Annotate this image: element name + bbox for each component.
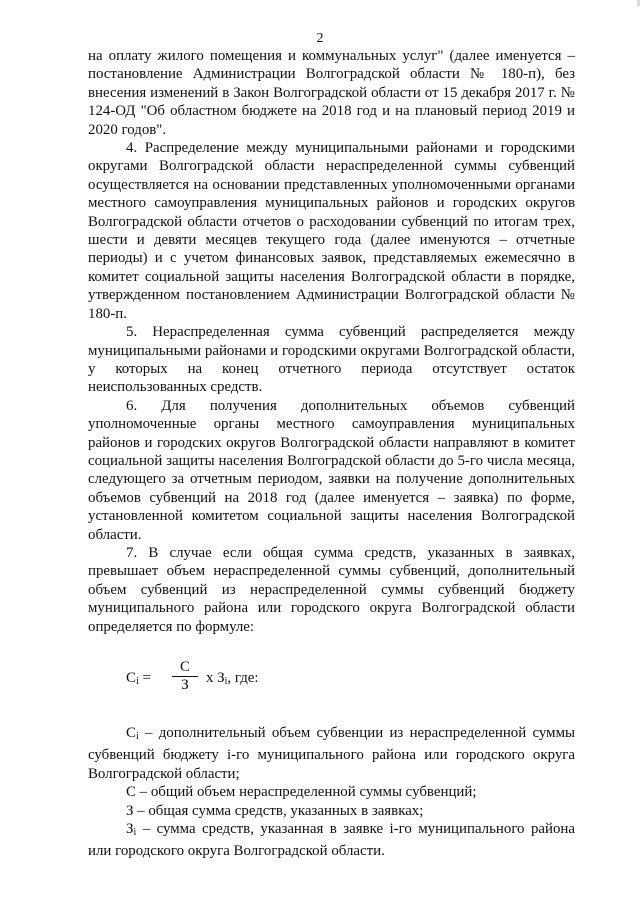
definition-text: – дополнительный объем субвенции из нераспределенной суммы субвенций бюджету i-го муниципального района или городского округа Волгоградской области; (88, 725, 575, 782)
page-number: 2 (316, 31, 324, 46)
definition-symbol: С (126, 784, 136, 801)
definition-symbol: З (126, 821, 134, 838)
paragraph-7: 7. В случае если общая сумма средств, указанных в заявках, превышает объем нераспределенной суммы субвенций, дополнительный объем субвенций из нераспределенной суммы субвенций бюджету муниципального района или городского округа Волгоградской области определяется по формуле: (88, 544, 575, 635)
definition-subscript: i (135, 731, 139, 742)
formula-times-subscript: i (224, 676, 228, 687)
formula-times: x З (206, 670, 225, 686)
definition-zi (88, 820, 575, 861)
definition-symbol: С (126, 725, 136, 741)
definition-ci (88, 724, 575, 783)
formula-lhs (126, 669, 151, 691)
formula-fraction (172, 659, 198, 693)
formula-lhs-subscript: i (135, 676, 139, 687)
formula-equals: = (138, 670, 151, 686)
paragraph-5: 5. Нераспределенная сумма субвенций распределяется между муниципальными районами и городскими округами Волгоградской области, у которых на конец отчетного периода отсутствует остаток неиспользованных средств. (88, 324, 575, 396)
formula-denominator: З (181, 677, 189, 693)
formula-rhs (206, 669, 259, 691)
formula-numerator: C (180, 659, 190, 675)
definition-text: – общий объем нераспределенной суммы субвенций; (135, 784, 477, 801)
definition-subscript: i (133, 827, 137, 839)
formula (126, 659, 575, 697)
definition-symbol: З (126, 802, 134, 819)
document-body (88, 47, 575, 861)
definition-text: – общая сумма средств, указанных в заявках; (133, 802, 424, 819)
definition-c (88, 783, 575, 801)
formula-suffix: , где: (227, 670, 259, 686)
formula-lhs-symbol: C (126, 670, 136, 686)
paragraph-4: 4. Распределение между муниципальными районами и городскими округами Волгоградской области нераспределенной суммы субвенций осуществляется на основании представленных уполномоченными органами местного самоуправления муниципальных районов и городских округов Волгоградской области отчетов о расходовании субвенций по итогам трех, шести и девяти месяцев текущего года (далее именуются – отчетные периоды) и с учетом финансовых заявок, представляемых ежемесячно в комитет социальной защиты населения Волгоградской области в порядке, утвержденном постановлением Администрации Волгоградской области № 180-п. (88, 140, 575, 322)
definition-z (88, 802, 575, 820)
definition-text: – сумма средств, указанная в заявке i-го муниципального района или городского округа Волгоградской области. (88, 821, 575, 860)
paragraph-6: 6. Для получения дополнительных объемов субвенций уполномоченные органы местного самоуправления муниципальных районов и городских округов Волгоградской области направляют в комитет социальной защиты населения Волгоградской области до 5-го числа месяца, следующего за отчетным периодом, заявки на получение дополнительных объемов субвенций на 2018 год (далее именуется – заявка) по форме, установленной комитетом социальной защиты населения Волгоградской области. (88, 397, 575, 543)
paragraph-continuation: на оплату жилого помещения и коммунальных услуг" (далее именуется – постановление Администрации Волгоградской области № 180-п), без внесения изменений в Закон Волгоградской области от 15 декабря 2017 г. № 124-ОД "Об областном бюджете на 2018 год и на плановый период 2019 и 2020 годов". (88, 48, 575, 138)
